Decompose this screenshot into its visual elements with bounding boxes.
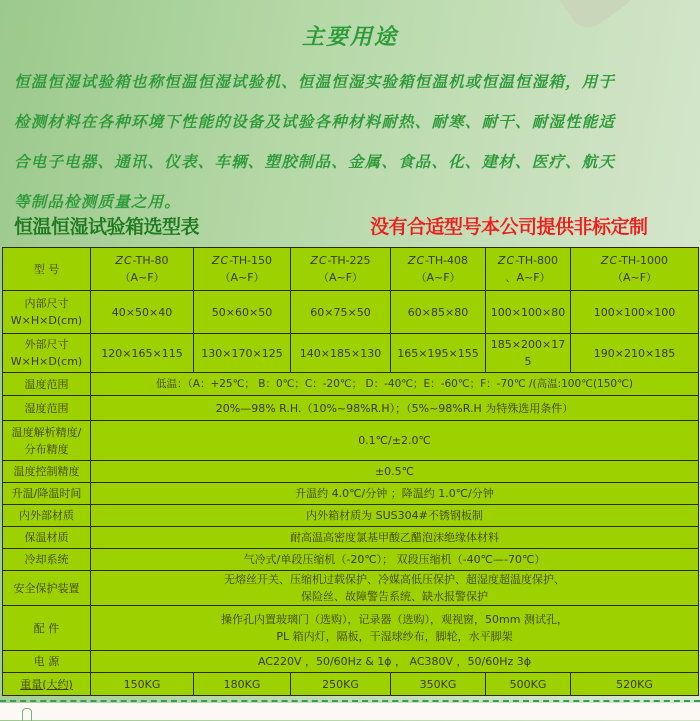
- row-label: 重量(大约): [3, 673, 91, 696]
- model-cell: ZC-TH-1000 （A~F）: [571, 248, 699, 291]
- table-cell: 100×100×80: [486, 291, 571, 334]
- table-row-weight: [3, 673, 699, 696]
- table-cell: 165×195×155: [391, 334, 486, 373]
- row-label: 外部尺寸 W×H×D(cm): [3, 334, 91, 373]
- table-cell: 500KG: [486, 673, 571, 696]
- row-label: 温度范围: [3, 373, 91, 396]
- spec-value: ±0.5℃: [91, 461, 699, 483]
- model-cell: ZC-TH-408 （A~F）: [391, 248, 486, 291]
- table-row-temperature-range: [3, 373, 699, 396]
- description-line: 等制品检测质量之用。: [14, 193, 182, 211]
- description-paragraph: [14, 62, 694, 222]
- description-line: 合电子电器、通讯、仪表、车辆、塑胶制品、金属、食品、化、建材、医疗、航天: [14, 153, 616, 171]
- model-cell: ZC-TH-80 （A~F）: [91, 248, 194, 291]
- row-label: 电 源: [3, 651, 91, 673]
- table-cell: 60×75×50: [291, 291, 391, 334]
- table-cell: 100×100×100: [571, 291, 699, 334]
- row-label: 湿度范围: [3, 396, 91, 421]
- row-label: 型 号: [3, 248, 91, 291]
- table-title: 恒温恒湿试验箱选型表: [14, 216, 200, 238]
- row-label: 内外部材质: [3, 505, 91, 527]
- table-cell: 130×170×125: [194, 334, 291, 373]
- table-cell: 350KG: [391, 673, 486, 696]
- model-cell: ZC-TH-225 （A~F）: [291, 248, 391, 291]
- spec-value: 气冷式/单段压缩机（-20℃）； 双段压缩机（-40℃—-70℃）: [91, 549, 699, 571]
- table-row-resolution-accuracy: [3, 421, 699, 461]
- table-row-internal-size: [3, 291, 699, 334]
- row-label: 温度控制精度: [3, 461, 91, 483]
- table-cell: 180KG: [194, 673, 291, 696]
- table-cell: 120×165×115: [91, 334, 194, 373]
- table-cell: 50×60×50: [194, 291, 291, 334]
- table-cell: 185×200×175: [486, 334, 571, 373]
- table-row-safety-devices: [3, 571, 699, 606]
- table-cell: 250KG: [291, 673, 391, 696]
- table-cell: 60×85×80: [391, 291, 486, 334]
- table-cell: 140×185×130: [291, 334, 391, 373]
- table-cell: 190×210×185: [571, 334, 699, 373]
- row-label: 冷却系统: [3, 549, 91, 571]
- model-cell: ZC-TH-800 、A~F）: [486, 248, 571, 291]
- spec-value: 升温约 4.0℃/分钟 ；降温约 1.0℃/分钟: [91, 483, 699, 505]
- table-row-power: [3, 651, 699, 673]
- row-label: 内部尺寸 W×H×D(cm): [3, 291, 91, 334]
- table-row-external-size: [3, 334, 699, 373]
- description-line: 恒温恒湿试验箱也称恒温恒湿试验机、恒温恒湿实验箱恒温机或恒温恒湿箱，用于: [14, 73, 616, 91]
- spec-value: 20%—98% R.H.（10%~98%R.H）；（5%~98%R.H 为特殊选用条件）: [91, 396, 699, 421]
- table-row-cooling-system: [3, 549, 699, 571]
- row-label: 配 件: [3, 606, 91, 651]
- table-row-control-accuracy: [3, 461, 699, 483]
- table-cell: 150KG: [91, 673, 194, 696]
- table-row-material: [3, 505, 699, 527]
- table-row-model: [3, 248, 699, 291]
- selection-table: [2, 247, 699, 696]
- table-row-humidity-range: [3, 396, 699, 421]
- description-line: 检测材料在各种环境下性能的设备及试验各种材料耐热、耐寒、耐干、耐湿性能适: [14, 113, 616, 131]
- section-title: 主要用途: [301, 25, 398, 50]
- selection-table-container: [2, 247, 698, 696]
- spec-value: 低温：（A：+25℃； B：0℃；C：-20℃； D：-40℃；E：-60℃；F：-70℃ /(高温:100℃(150℃): [91, 373, 699, 396]
- table-cell: 40×50×40: [91, 291, 194, 334]
- table-cell: 520KG: [571, 673, 699, 696]
- dashed-divider: [0, 700, 700, 702]
- custom-order-note: 没有合适型号本公司提供非标定制: [370, 216, 648, 238]
- spec-value: 操作孔内置玻璃门（选购），记录器（选购），观视窗，50mm 测试孔， PL 箱内灯，隔板，干湿球纱布，脚轮，水平脚架: [91, 606, 699, 651]
- row-label: 保温材质: [3, 527, 91, 549]
- next-section-area: [0, 703, 700, 720]
- table-row-accessories: [3, 606, 699, 651]
- leaf-icon: [22, 708, 32, 721]
- spec-value: AC220V ，50/60Hz & 1ϕ ， AC380V ，50/60Hz 3ϕ: [91, 651, 699, 673]
- row-label: 温度解析精度/ 分布精度: [3, 421, 91, 461]
- table-row-heating-cooling-time: [3, 483, 699, 505]
- table-row-insulation: [3, 527, 699, 549]
- row-label: 安全保护装置: [3, 571, 91, 606]
- spec-value: 内外箱材质为 SUS304#不锈钢板制: [91, 505, 699, 527]
- spec-value: 耐高温高密度氯基甲酸乙醋泡沫绝缘体材料: [91, 527, 699, 549]
- model-cell: ZC-TH-150 （A~F）: [194, 248, 291, 291]
- row-label: 升温/降温时间: [3, 483, 91, 505]
- spec-value: 0.1℃/±2.0℃: [91, 421, 699, 461]
- spec-value: 无熔丝开关、压缩机过载保护、冷媒高低压保护、超湿度超温度保护、 保险丝、故障警告系统、缺水报警保护: [91, 571, 699, 606]
